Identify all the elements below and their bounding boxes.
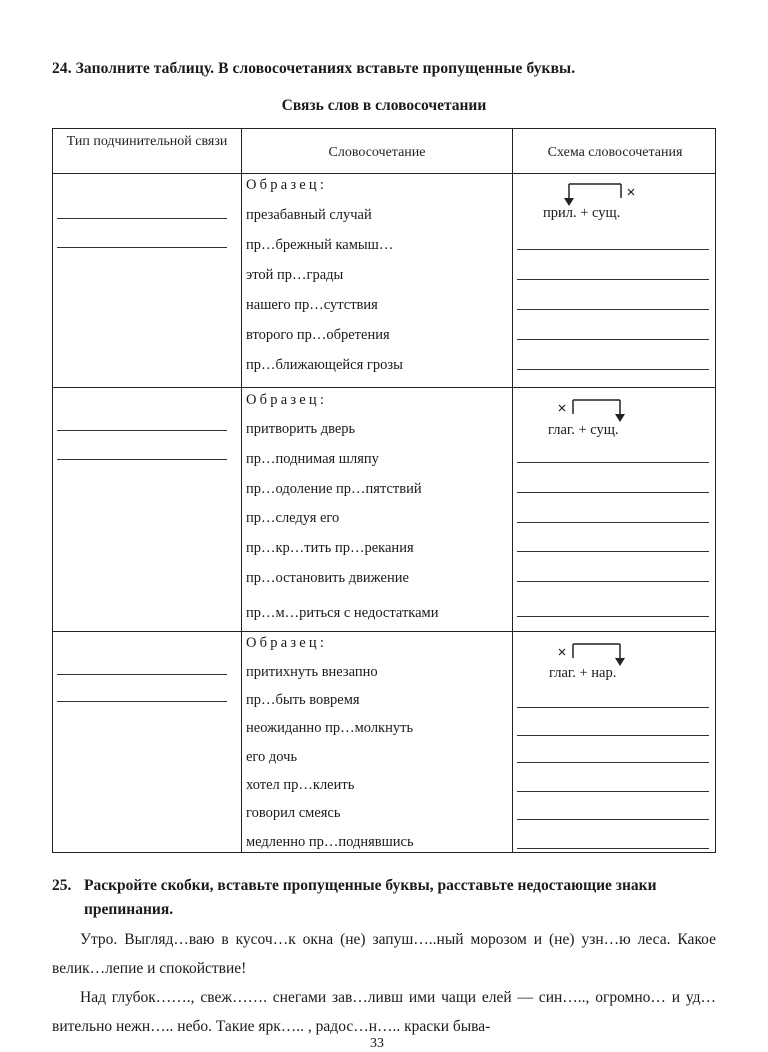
phrase-item: второго пр…обретения — [246, 327, 390, 343]
column-divider — [512, 129, 513, 852]
answer-line-schema[interactable] — [517, 848, 709, 849]
answer-line-type[interactable] — [57, 701, 227, 702]
answer-line-schema[interactable] — [517, 707, 709, 708]
answer-line-type[interactable] — [57, 674, 227, 675]
answer-line-schema[interactable] — [517, 309, 709, 310]
answer-line-schema[interactable] — [517, 551, 709, 552]
phrase-item: пр…поднимая шляпу — [246, 451, 379, 467]
answer-line-schema[interactable] — [517, 735, 709, 736]
schema-label: глаг. + нар. — [549, 665, 617, 681]
phrase-item: пр…следуя его — [246, 510, 340, 526]
phrase-item: нашего пр…сутствия — [246, 297, 378, 313]
page-number: 33 — [370, 1036, 384, 1051]
phrase-item: этой пр…грады — [246, 267, 344, 283]
answer-line-schema[interactable] — [517, 249, 709, 250]
phrase-item: пр…одоление пр…пятствий — [246, 481, 422, 497]
phrase-item: неожиданно пр…молкнуть — [246, 720, 414, 736]
answer-line-schema[interactable] — [517, 791, 709, 792]
header-divider — [53, 173, 715, 174]
schema-label: глаг. + сущ. — [548, 422, 619, 438]
answer-line-type[interactable] — [57, 218, 227, 219]
answer-line-schema[interactable] — [517, 522, 709, 523]
phrase-table — [52, 128, 716, 853]
schema-label: прил. + сущ. — [543, 205, 621, 221]
phrase-item: медленно пр…поднявшись — [246, 834, 414, 850]
answer-line-schema[interactable] — [517, 819, 709, 820]
phrase-item: пр…брежный камыш… — [246, 237, 394, 253]
answer-line-schema[interactable] — [517, 616, 709, 617]
answer-line-type[interactable] — [57, 430, 227, 431]
header-schema: Схема словосочетания — [547, 145, 683, 160]
phrase-item: пр…остановить движение — [246, 570, 409, 586]
header-phrase: Словосочетание — [328, 145, 426, 160]
answer-line-schema[interactable] — [517, 462, 709, 463]
answer-line-type[interactable] — [57, 247, 227, 248]
phrase-item: пр…быть вовремя — [246, 692, 360, 708]
phrase-item: презабавный случай — [246, 207, 372, 223]
row-divider — [53, 631, 715, 632]
sample-label: Образец: — [246, 392, 328, 408]
task-25-instruction: Раскройте скобки, вставьте пропущенные буквы, расставьте недостающие знаки препинания. — [84, 877, 657, 918]
header-link-type: Тип подчинительной связи — [66, 134, 228, 149]
answer-line-schema[interactable] — [517, 339, 709, 340]
answer-line-schema[interactable] — [517, 492, 709, 493]
row-divider — [53, 387, 715, 388]
phrase-item: пр…ближающейся грозы — [246, 357, 403, 373]
sample-label: Образец: — [246, 635, 328, 651]
answer-line-schema[interactable] — [517, 369, 709, 370]
task-24-title: 24. Заполните таблицу. В словосочетаниях вставьте пропущенные буквы. — [52, 60, 576, 77]
answer-line-schema[interactable] — [517, 762, 709, 763]
phrase-item: говорил смеясь — [246, 805, 341, 821]
answer-line-schema[interactable] — [517, 279, 709, 280]
exercise-paragraph: Над глубок……., свеж……. снегами зав…ливш ими чащи елей — син….., огромно… и уд…вительно нежн….. небо. Такие ярк….. , радос…н….. краски быва- — [52, 989, 716, 1035]
task-25-number: 25. — [52, 877, 72, 894]
table-caption: Связь слов в словосочетании — [281, 97, 487, 114]
phrase-item: притихнуть внезапно — [246, 664, 378, 680]
phrase-item: хотел пр…клеить — [246, 777, 355, 793]
answer-line-type[interactable] — [57, 459, 227, 460]
answer-line-schema[interactable] — [517, 581, 709, 582]
phrase-item: притворить дверь — [246, 421, 356, 437]
phrase-item: пр…кр…тить пр…рекания — [246, 540, 414, 556]
phrase-item: его дочь — [246, 749, 298, 765]
column-divider — [241, 129, 242, 852]
sample-label: Образец: — [246, 177, 328, 193]
exercise-paragraph: Утро. Выгляд…ваю в кусоч…к окна (не) запуш…..ный морозом и (не) узн…ю леса. Какое велик…лепие и спокойствие! — [52, 931, 716, 977]
phrase-item: пр…м…риться с недостатками — [246, 605, 439, 621]
